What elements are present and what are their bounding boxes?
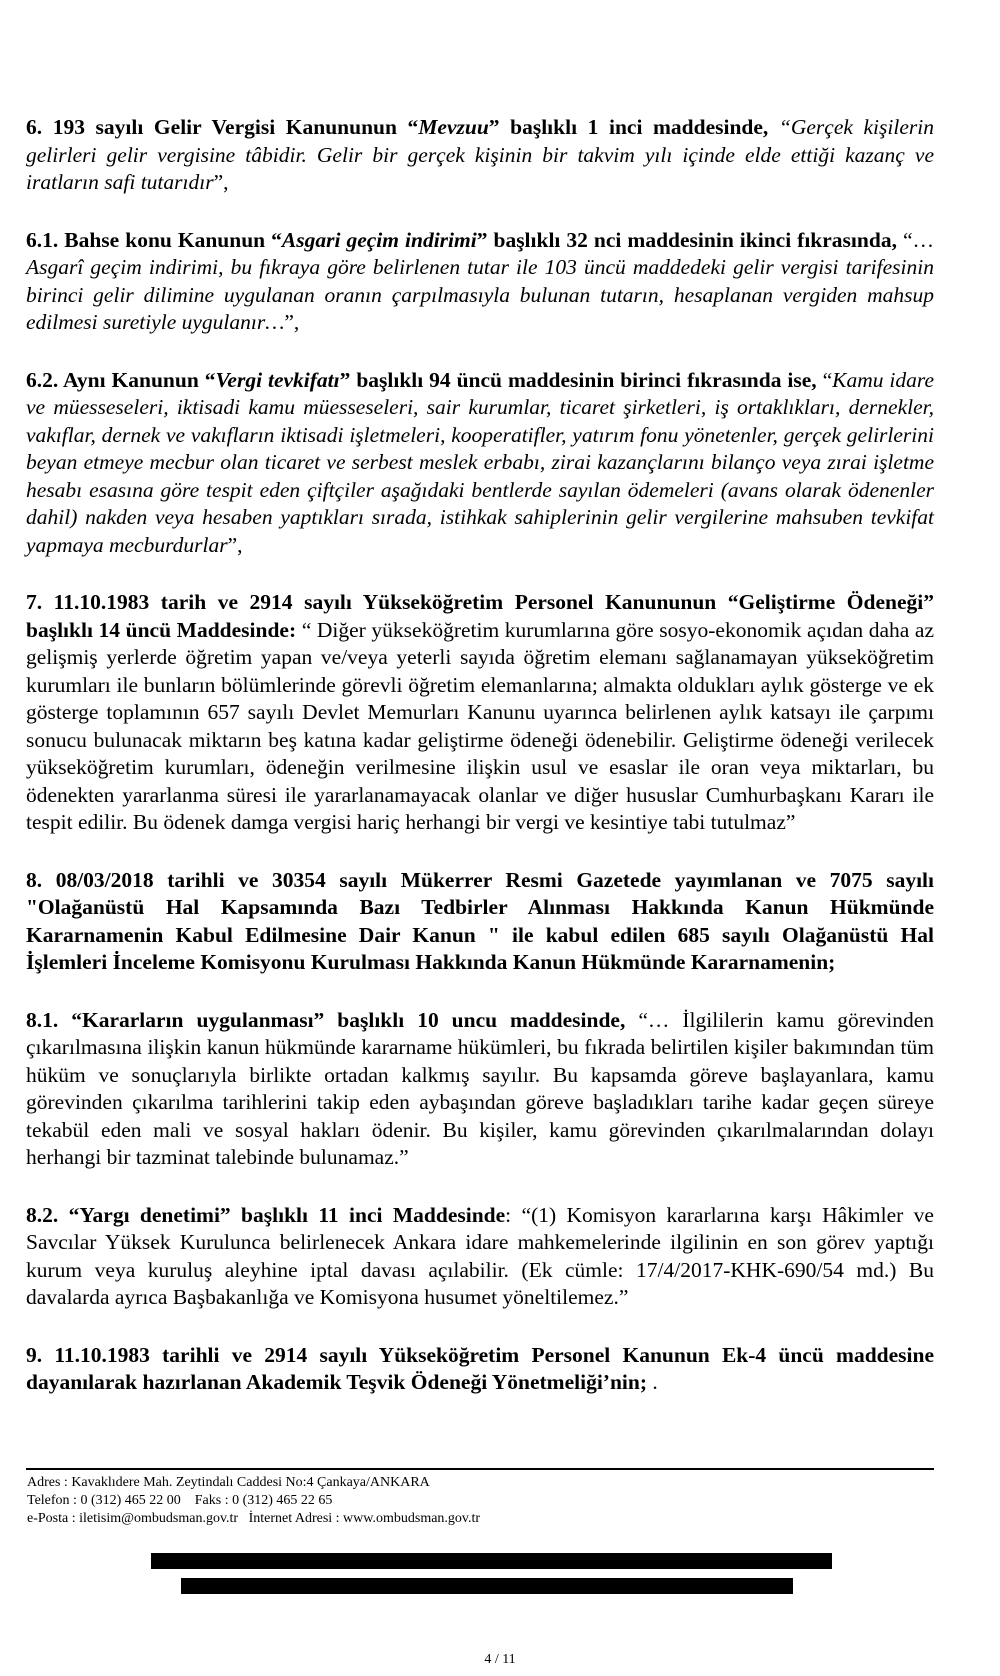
- footer-phone-fax: Telefon : 0 (312) 465 22 00 Faks : 0 (312) 465 22 65: [27, 1493, 333, 1508]
- paragraph-6-2-run-2: Vergi tevkifatı: [215, 367, 340, 392]
- footer-email-web: e-Posta : iletisim@ombudsman.gov.tr İnternet Adresi : www.ombudsman.gov.tr: [27, 1511, 481, 1526]
- paragraph-6-1: [26, 227, 934, 337]
- document-body: [26, 114, 934, 1397]
- paragraph-6-2-run-1: 6.2. Aynı Kanunun “: [26, 367, 216, 392]
- paragraph-6-1-run-5: Asgarî geçim indirimi, bu fıkraya göre belirlenen tutar ile 103 üncü maddedeki gelir vergisi tarifesinin birinci gelir dilimine uygulanan oranın çarpılmasıyla bulunan tutarın, hesaplanan vergiden mahsup edilmesi suretiyle uygulanır…: [26, 255, 934, 334]
- paragraph-6-2-run-4: “: [822, 367, 833, 392]
- paragraph-8-1-run-2: “… İlgililerin kamu görevinden çıkarılmasına ilişkin kanun hükmünde kararname hükümleri, bu fıkrada belirtilen kişiler bakımından tüm hüküm ve sonuçlarıyla birlikte ortadan kalkmış sayılır. Bu kapsamda göreve başlayanlara, kamu görevinden çıkarılma tarihlerini takip eden aybaşından göreve başladıkları tarihe kadar geçen süreye tekabül eden mali ve sosyal hakları ödenir. Bu kişiler, kamu görevinden çıkarılmalarından dolayı herhangi bir tazminat talebinde bulunamaz.”: [26, 1007, 935, 1169]
- paragraph-6-1-run-3: ” başlıklı 32 nci maddesinin ikinci fıkrasında,: [476, 227, 903, 252]
- paragraph-6-1-run-2: Asgari geçim indirimi: [281, 227, 477, 252]
- paragraph-6-2: [26, 367, 934, 560]
- paragraph-6-run-5: ”,: [213, 170, 229, 194]
- paragraph-6-2-run-3: ” başlıklı 94 üncü maddesinin birinci fıkrasında ise,: [339, 367, 823, 392]
- paragraph-6-run-3: ” başlıklı 1 inci maddesinde,: [488, 115, 779, 139]
- paragraph-7-run-1: 7. 11.10.1983 tarih ve 2914 sayılı Yükseköğretim Personel Kanununun “Geliştirme Ödeneği” başlıklı 14 üncü Maddesinde:: [26, 590, 934, 642]
- paragraph-8-2-run-1: 8.2. “Yargı denetimi” başlıklı 11 inci Maddesinde: [26, 1202, 506, 1227]
- paragraph-8-2-run-2: : “(1) Komisyon kararlarına karşı Hâkimler ve Savcılar Yüksek Kurulunca belirlenecek Ankara idare mahkemelerinde ilgilinin en son görev yaptığı kurum veya kuruluş aleyhine iptal davası açılabilir. (Ek cümle: 17/4/2017-KHK-690/54 md.) Bu davalarda ayrıca Başbakanlığa ve Komisyona husumet yöneltilemez.”: [26, 1202, 934, 1309]
- footer-divider: [26, 1468, 934, 1470]
- redaction-bar: [151, 1553, 832, 1569]
- paragraph-9: [26, 1342, 934, 1397]
- page-footer: [27, 1474, 480, 1528]
- paragraph-6-run-4: “Gerçek kişilerin gelirleri gelir vergisine tâbidir. Gelir bir gerçek kişinin bir takvim yılı içinde elde ettiği kazanç ve iratların safi tutarıdır: [26, 115, 934, 194]
- paragraph-6-1-run-1: 6.1. Bahse konu Kanunun “: [26, 227, 282, 252]
- paragraph-6-run-2: Mevzuu: [418, 115, 489, 139]
- paragraph-6-1-run-6: ”,: [284, 310, 300, 334]
- footer-address: Adres : Kavaklıdere Mah. Zeytindalı Caddesi No:4 Çankaya/ANKARA: [27, 1475, 430, 1490]
- paragraph-6-1-run-4: “…: [902, 227, 935, 252]
- page-number: 4 / 11: [484, 1652, 516, 1667]
- redaction-bar: [181, 1578, 793, 1594]
- paragraph-6-2-run-6: ”,: [227, 532, 243, 557]
- paragraph-6-2-run-5: Kamu idare ve müesseseleri, iktisadi kamu müesseseleri, sair kurumlar, ticaret şirketleri, iş ortaklıkları, dernekler, vakıflar, dernek ve vakıfların iktisadi işletmeleri, kooperatifler, yatırım fonu yönetenler, gerçek gelirlerini beyan etmeye mecbur olan ticaret ve serbest meslek erbabı, zirai kazançlarını bilanço veya zırai işletme hesabı esasına göre tespit eden çiftçiler aşağıdaki bentlerde sayılan ödemeleri (avans olarak ödenenler dahil) nakden veya hesaben yaptıkları sırada, istihkak sahiplerinin gelir vergilerine mahsuben tevkifat yapmaya mecburdurlar: [26, 367, 935, 557]
- paragraph-9-run-1: 9. 11.10.1983 tarihli ve 2914 sayılı Yükseköğretim Personel Kanunun Ek-4 üncü maddesine dayanılarak hazırlanan Akademik Teşvik Ödeneği Yönetmeliği’nin;: [26, 1342, 934, 1394]
- paragraph-6: [26, 114, 934, 197]
- paragraph-6-run-1: 6. 193 sayılı Gelir Vergisi Kanununun “: [26, 115, 419, 139]
- paragraph-8-2: [26, 1202, 934, 1312]
- paragraph-7-run-2: “ Diğer yükseköğretim kurumlarına göre sosyo-ekonomik açıdan daha az gelişmiş yerlerde öğretim yapan ve/veya yeterli sayıda öğretim elemanı sağlanamayan yükseköğretim kurumları ile bunların bölümlerinde görevli öğretim elemanlarına; almakta oldukları aylık gösterge ve ek gösterge toplamının 657 sayılı Devlet Memurları Kanunu uyarınca belirlenen aylık katsayı ile çarpımı sonucu bulunacak miktarın beş katına kadar geliştirme ödeneği ödenebilir. Geliştirme ödeneği verilecek yükseköğretim kurumları, ödeneğin verilmesine ilişkin usul ve esaslar ile oran veya miktarları, bu ödenekten yararlanma süresi ile yararlanamayacak olanlar ve diğer hususlar Cumhurbaşkanı Kararı ile tespit edilir. Bu ödenek damga vergisi hariç herhangi bir vergi ve kesintiye tabi tutulmaz”: [26, 617, 934, 834]
- paragraph-9-run-2: .: [647, 1370, 658, 1394]
- paragraph-8: [26, 867, 934, 977]
- paragraph-7: [26, 589, 934, 837]
- paragraph-8-run-1: 8. 08/03/2018 tarihli ve 30354 sayılı Mükerrer Resmi Gazetede yayımlanan ve 7075 sayılı "Olağanüstü Hal Kapsamında Bazı Tedbirler Alınması Hakkında Kanun Hükmünde Kararnamenin Kabul Edilmesine Dair Kanun " ile kabul edilen 685 sayılı Olağanüstü Hal İşlemleri İnceleme Komisyonu Kurulması Hakkında Kanun Hükmünde Kararnamenin;: [26, 867, 934, 974]
- paragraph-8-1-run-1: 8.1. “Kararların uygulanması” başlıklı 10 uncu maddesinde,: [26, 1007, 626, 1032]
- paragraph-8-1: [26, 1007, 934, 1172]
